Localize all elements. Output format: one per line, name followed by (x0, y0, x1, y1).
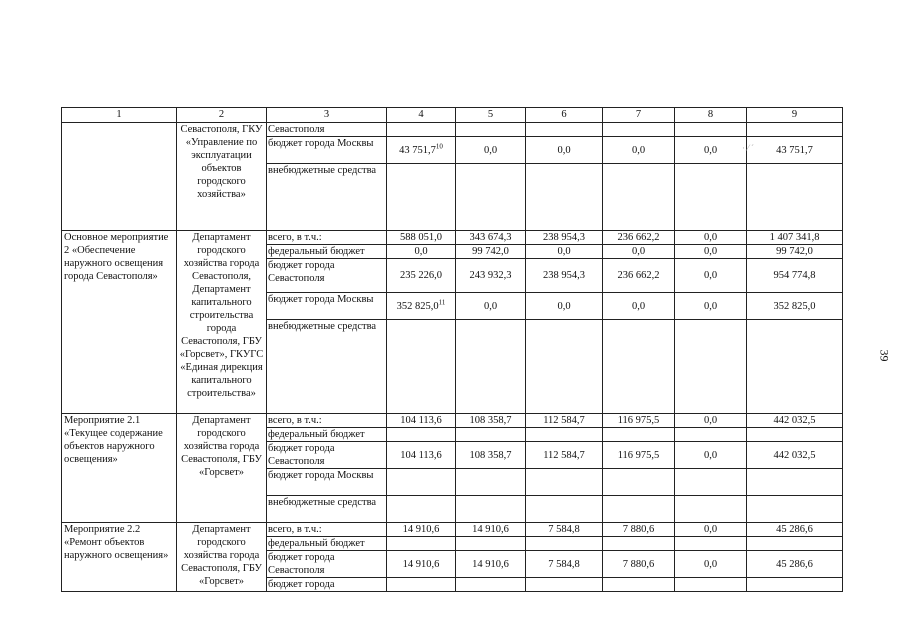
value-text: 0,0 (703, 232, 718, 243)
value-cell (387, 496, 456, 523)
value-text: 112 584,7 (543, 415, 585, 426)
table-row (62, 523, 843, 537)
value-cell (456, 469, 526, 496)
value-cell (456, 414, 526, 428)
funding-source-cell: внебюджетные средства (267, 164, 387, 231)
value-text: 0,0 (703, 524, 718, 535)
value-cell (526, 259, 603, 293)
value-text: 0,0 (631, 300, 646, 312)
value-cell (456, 537, 526, 551)
value-text: 108 358,7 (469, 415, 512, 426)
value-text: 99 742,0 (472, 246, 509, 257)
value-text: 0,0 (557, 144, 571, 156)
value-cell (387, 537, 456, 551)
value-cell (526, 442, 603, 469)
value-cell (747, 469, 843, 496)
value-text: 343 674,3 (469, 232, 512, 243)
funding-source-cell: федеральный бюджет (267, 428, 387, 442)
value-cell (747, 496, 843, 523)
value-text: 0,0 (703, 558, 718, 570)
table-row (62, 231, 843, 245)
value-text: 0,0 (703, 246, 718, 257)
value-text: 116 975,5 (617, 449, 660, 461)
value-cell (675, 137, 747, 164)
header-cell: 1 (62, 108, 177, 123)
value-text: 235 226,0 (400, 270, 442, 281)
value-cell (675, 469, 747, 496)
value-text: 0,0 (703, 449, 718, 461)
value-cell (675, 320, 747, 414)
value-text: 108 358,7 (469, 449, 512, 461)
value-text: 0,0 (483, 300, 498, 312)
value-cell (603, 537, 675, 551)
funding-source-cell: бюджет города Севастополя (267, 442, 387, 469)
value-cell (747, 414, 843, 428)
value-text: 0,0 (557, 246, 571, 257)
funding-source-cell: федеральный бюджет (267, 245, 387, 259)
activity-name-cell: Мероприятие 2.1 «Текущее содержание объектов наружного освещения» (62, 414, 177, 523)
activity-name-cell: Мероприятие 2.2 «Ремонт объектов наружного освещения» (62, 523, 177, 592)
funding-source-cell: внебюджетные средства (267, 496, 387, 523)
value-text: 14 910,6 (472, 558, 509, 570)
value-cell (526, 245, 603, 259)
funding-source-cell: бюджет города Москвы (267, 293, 387, 320)
page-number: 39 (877, 349, 892, 362)
value-cell (456, 428, 526, 442)
value-text: 7 880,6 (622, 524, 655, 535)
value-cell (747, 164, 843, 231)
value-text: 43 751,7 (399, 144, 436, 156)
funding-source-cell: всего, в т.ч.: (267, 231, 387, 245)
value-cell (456, 231, 526, 245)
header-cell: 7 (603, 108, 675, 123)
value-text: 954 774,8 (773, 270, 816, 281)
budget-table (61, 107, 843, 592)
value-text: 7 584,8 (548, 558, 580, 570)
funding-source-cell: бюджет города Севастополя (267, 259, 387, 293)
funding-source-cell: всего, в т.ч.: (267, 523, 387, 537)
value-text: 104 113,6 (400, 415, 442, 426)
scan-mark: · ⁄ ´ (742, 143, 754, 153)
value-text: 0,0 (631, 246, 646, 257)
value-cell (675, 523, 747, 537)
funding-source-cell: федеральный бюджет (267, 537, 387, 551)
value-cell (675, 245, 747, 259)
activity-name-cell (62, 123, 177, 231)
value-cell (603, 442, 675, 469)
value-cell (456, 259, 526, 293)
value-cell (747, 320, 843, 414)
header-cell: 4 (387, 108, 456, 123)
funding-source-cell: бюджет города Москвы (267, 137, 387, 164)
value-cell (603, 293, 675, 320)
value-cell (387, 164, 456, 231)
executor-cell: Севастополя, ГКУ «Управление по эксплуатации объектов городского хозяйства» (177, 123, 267, 231)
value-text: 236 662,2 (617, 270, 660, 281)
header-cell: 6 (526, 108, 603, 123)
value-cell (675, 259, 747, 293)
value-cell (603, 578, 675, 592)
value-cell (526, 123, 603, 137)
value-cell (675, 231, 747, 245)
value-cell (456, 578, 526, 592)
value-text: 7 584,8 (548, 524, 580, 535)
value-cell (603, 496, 675, 523)
value-cell (747, 442, 843, 469)
value-cell (603, 123, 675, 137)
value-cell (456, 496, 526, 523)
value-cell (387, 231, 456, 245)
value-cell (387, 293, 456, 320)
value-text: 352 825,0 (396, 300, 439, 312)
header-cell: 8 (675, 108, 747, 123)
value-cell (675, 442, 747, 469)
value-text: 43 751,7 (776, 144, 813, 156)
executor-cell: Департамент городского хозяйства города Севастополя, ГБУ «Горсвет» (177, 414, 267, 523)
value-text: 0,0 (631, 144, 646, 156)
table-body (62, 123, 843, 592)
value-cell (526, 231, 603, 245)
header-cell: 5 (456, 108, 526, 123)
value-cell (747, 578, 843, 592)
value-cell (603, 231, 675, 245)
header-cell: 3 (267, 108, 387, 123)
table-row (62, 123, 843, 137)
value-cell (747, 245, 843, 259)
value-cell (387, 551, 456, 578)
table-row (62, 414, 843, 428)
value-cell (387, 428, 456, 442)
value-cell (675, 293, 747, 320)
value-text: 104 113,6 (400, 449, 442, 461)
value-cell (603, 259, 675, 293)
value-text: 14 910,6 (402, 558, 440, 570)
value-cell (387, 578, 456, 592)
value-cell (747, 293, 843, 320)
value-text: 0,0 (703, 144, 718, 156)
value-text: 45 286,6 (776, 524, 813, 535)
value-cell (387, 320, 456, 414)
value-cell (526, 496, 603, 523)
value-text: 7 880,6 (622, 558, 655, 570)
executor-cell: Департамент городского хозяйства города Севастополя, ГБУ «Горсвет» (177, 523, 267, 592)
value-cell (603, 320, 675, 414)
value-cell (747, 537, 843, 551)
funding-source-cell: бюджет города (267, 578, 387, 592)
value-cell (456, 523, 526, 537)
value-cell (603, 428, 675, 442)
value-cell (526, 320, 603, 414)
value-cell (526, 164, 603, 231)
value-cell (603, 245, 675, 259)
value-cell (747, 259, 843, 293)
value-text: 243 932,3 (469, 270, 512, 281)
value-text: 442 032,5 (773, 449, 816, 461)
value-text: 238 954,3 (543, 270, 585, 281)
value-cell (456, 137, 526, 164)
value-cell (747, 231, 843, 245)
value-cell (387, 442, 456, 469)
value-cell (526, 293, 603, 320)
funding-source-cell: бюджет города Москвы (267, 469, 387, 496)
value-cell (526, 469, 603, 496)
value-text: 14 910,6 (402, 524, 440, 535)
value-cell (456, 293, 526, 320)
value-text: 99 742,0 (776, 246, 813, 257)
value-cell (526, 578, 603, 592)
value-cell (526, 137, 603, 164)
executor-cell: Департамент городского хозяйства города Севастополя, Департамент капитального строительства города Севастополя, ГБУ «Горсвет», ГКУГС «Единая дирекция капитального строительства» (177, 231, 267, 414)
value-cell (526, 414, 603, 428)
value-cell (387, 259, 456, 293)
value-cell (387, 469, 456, 496)
value-cell (675, 414, 747, 428)
value-text: 1 407 341,8 (769, 232, 820, 243)
value-cell (603, 164, 675, 231)
value-text: 442 032,5 (773, 415, 816, 426)
value-cell (675, 578, 747, 592)
value-cell (526, 428, 603, 442)
value-cell (747, 428, 843, 442)
value-cell (387, 414, 456, 428)
footnote-mark: 11 (438, 298, 446, 306)
value-cell (603, 523, 675, 537)
value-text: 0,0 (703, 415, 718, 426)
value-cell (747, 123, 843, 137)
value-text: 45 286,6 (776, 558, 813, 570)
value-cell (603, 551, 675, 578)
value-cell (675, 496, 747, 523)
activity-name-cell: Основное мероприятие 2 «Обеспечение наружного освещения города Севастополя» (62, 231, 177, 414)
value-text: 14 910,6 (472, 524, 509, 535)
value-cell (675, 537, 747, 551)
value-cell (387, 523, 456, 537)
value-cell (675, 164, 747, 231)
value-cell (456, 123, 526, 137)
value-cell (747, 551, 843, 578)
header-cell: 2 (177, 108, 267, 123)
funding-source-cell: всего, в т.ч.: (267, 414, 387, 428)
funding-source-cell: бюджет города Севастополя (267, 551, 387, 578)
value-cell (456, 164, 526, 231)
value-text: 0,0 (483, 144, 498, 156)
value-text: 0,0 (703, 300, 718, 312)
value-cell (526, 523, 603, 537)
value-text: 0,0 (557, 300, 571, 312)
funding-source-cell: Севастополя (267, 123, 387, 137)
value-cell (456, 442, 526, 469)
header-cell: 9 (747, 108, 843, 123)
value-cell (603, 414, 675, 428)
value-text: 0,0 (703, 270, 718, 281)
value-cell (747, 523, 843, 537)
value-text: 0,0 (414, 246, 428, 257)
value-cell (456, 551, 526, 578)
value-text: 238 954,3 (543, 232, 585, 243)
funding-source-cell: внебюджетные средства (267, 320, 387, 414)
value-cell (456, 245, 526, 259)
value-text: 352 825,0 (773, 300, 816, 312)
value-cell (456, 320, 526, 414)
value-cell (387, 245, 456, 259)
value-text: 588 051,0 (400, 232, 442, 243)
value-cell (603, 469, 675, 496)
value-cell (387, 123, 456, 137)
value-cell (747, 137, 843, 164)
footnote-mark: 10 (435, 142, 443, 150)
value-text: 116 975,5 (617, 415, 660, 426)
value-cell (526, 551, 603, 578)
value-cell (675, 551, 747, 578)
value-text: 236 662,2 (617, 232, 660, 243)
value-cell (675, 123, 747, 137)
value-cell (603, 137, 675, 164)
value-cell (675, 428, 747, 442)
header-row (62, 108, 843, 123)
value-cell (387, 137, 456, 164)
value-text: 112 584,7 (543, 449, 585, 461)
value-cell (526, 537, 603, 551)
